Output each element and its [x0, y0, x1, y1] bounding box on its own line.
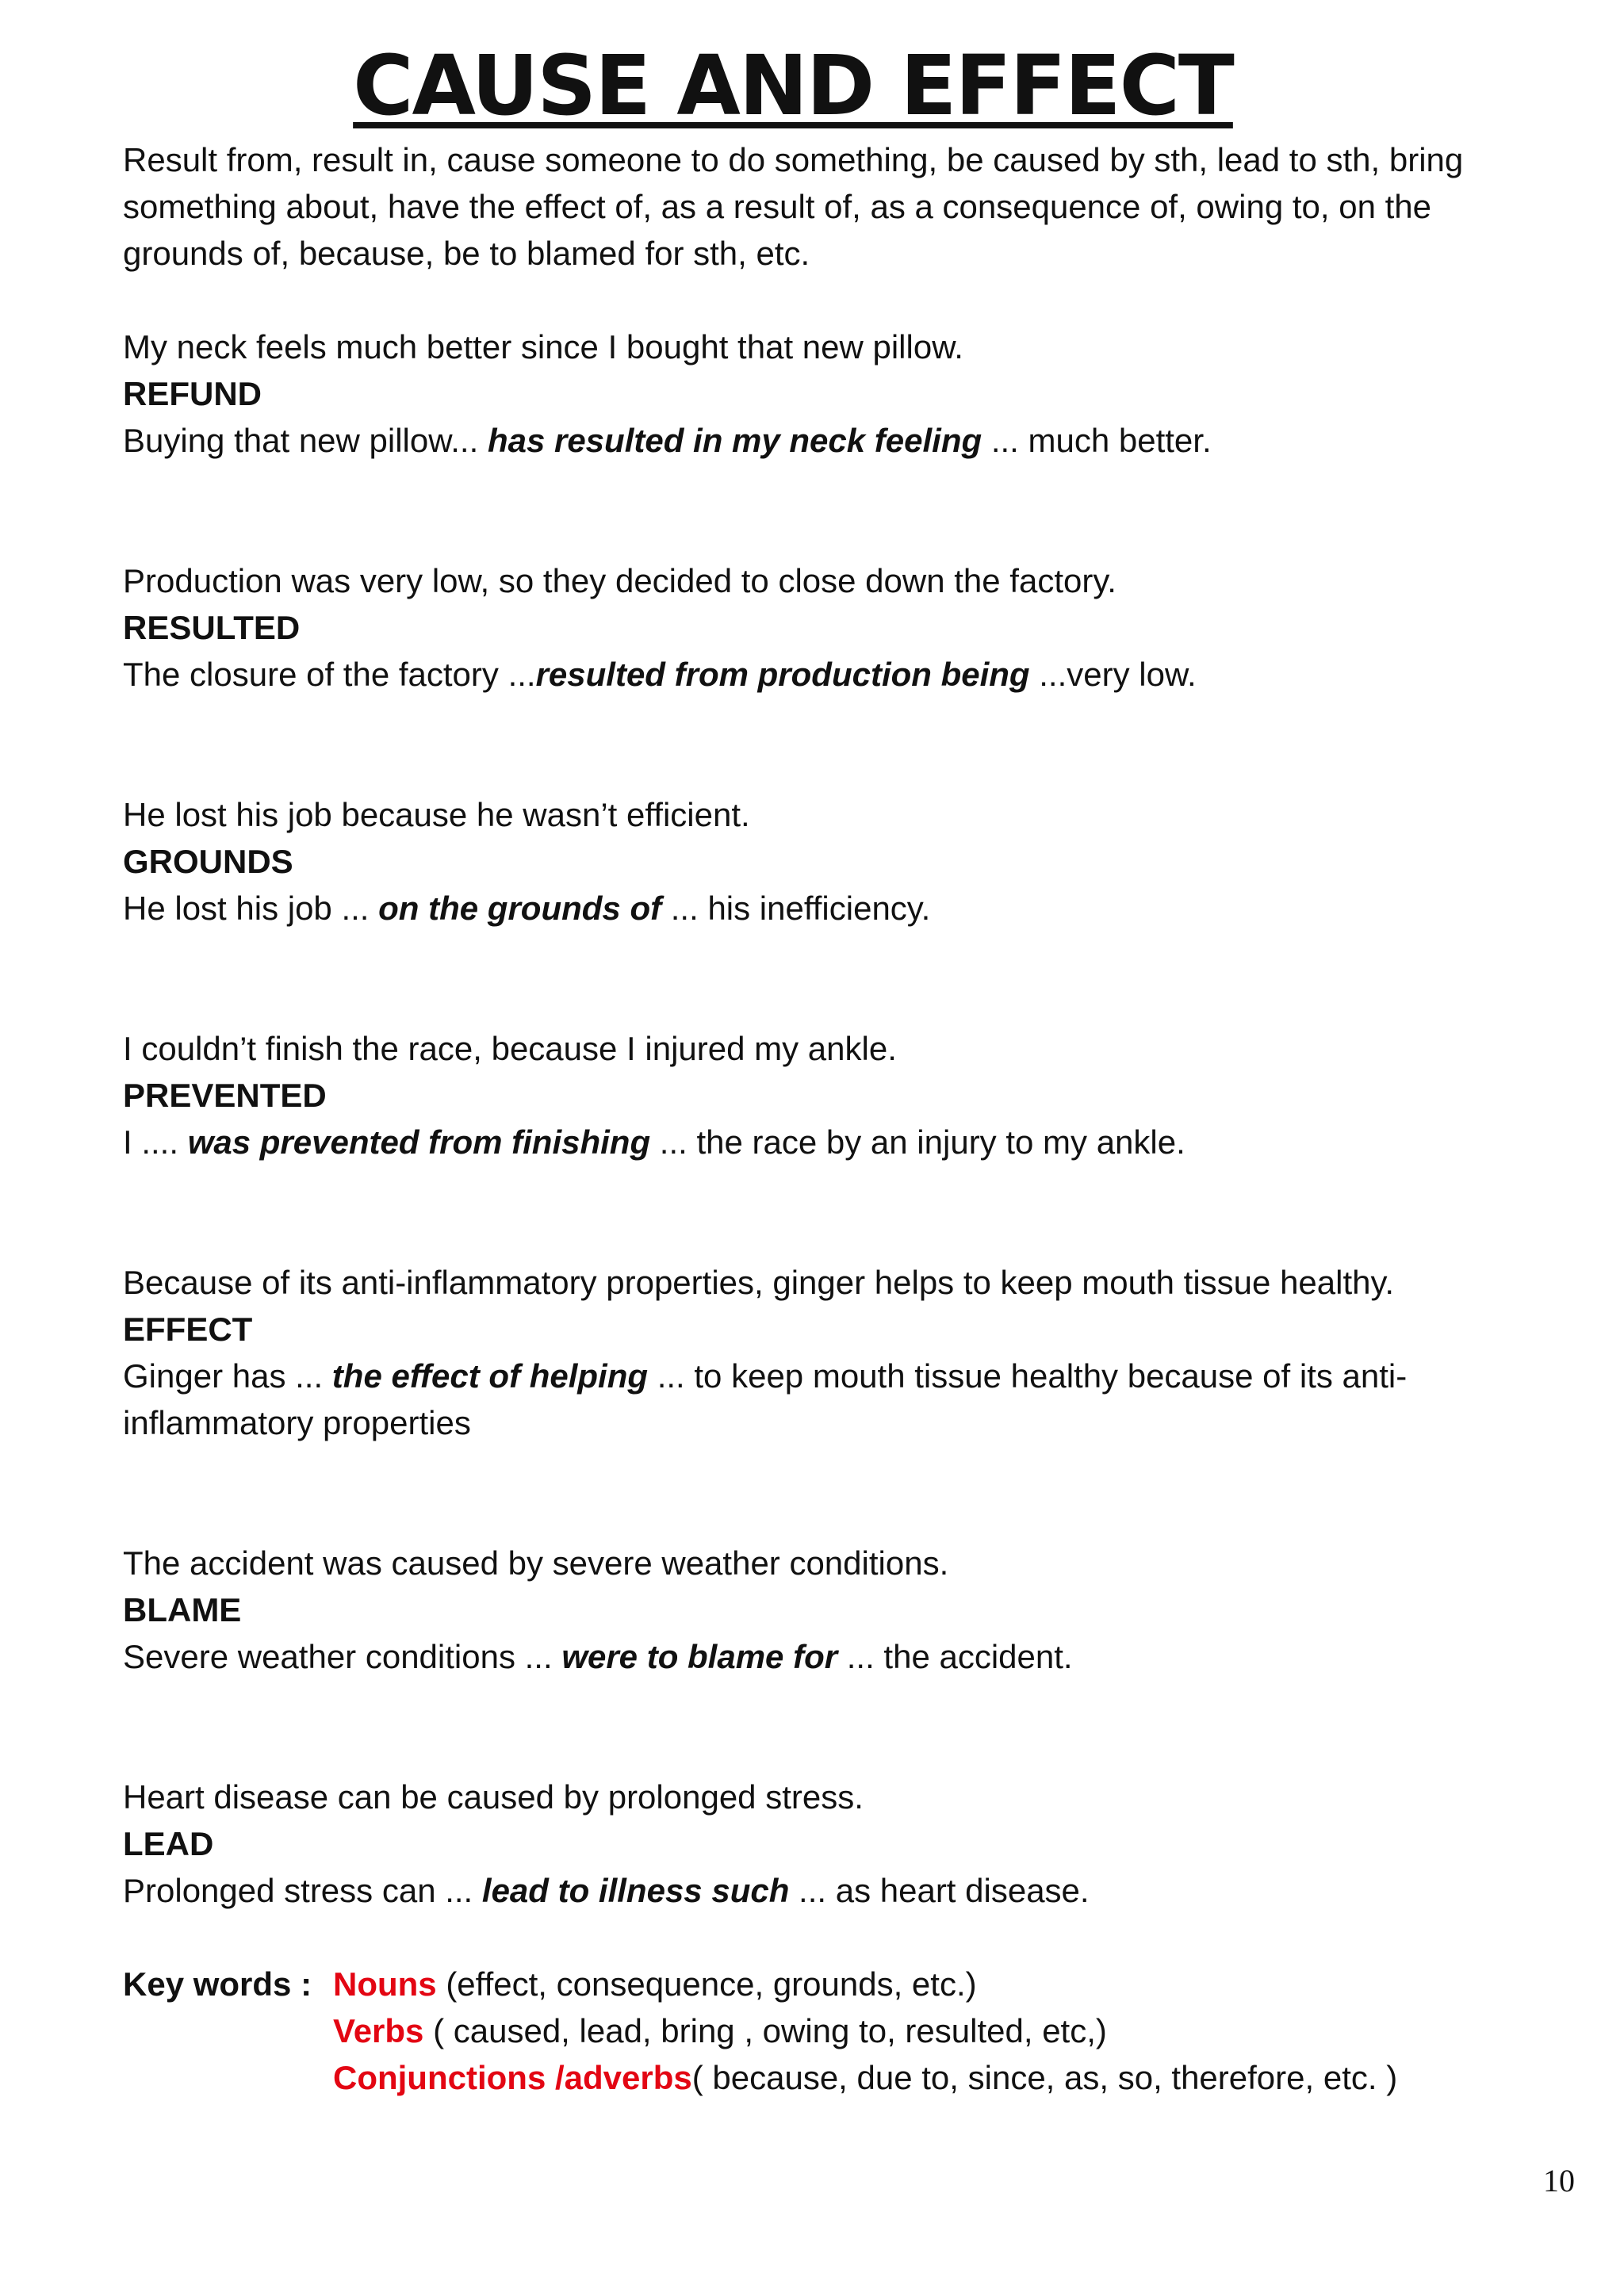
rewritten-sentence — [123, 1119, 1550, 1165]
intro-phrase-list: Result from, result in, cause someone to do something, be caused by sth, lead to sth, bring something about, have the effect of, as a result of, as a consequence of, owing to, on the grounds of, because, be to blamed for sth, etc. — [123, 141, 1464, 272]
answer-phrase: lead to illness such — [481, 1872, 790, 1909]
category-label: Nouns — [333, 1965, 437, 2003]
answer-phrase: the effect of helping — [331, 1357, 649, 1395]
rewritten-sentence — [123, 1867, 1550, 1914]
exercise-4 — [123, 1025, 1550, 1165]
exercise-6 — [123, 1540, 1550, 1680]
document-body — [123, 136, 1550, 2101]
answer-phrase: on the grounds of — [378, 890, 662, 927]
original-sentence: He lost his job because he wasn’t efficient. — [123, 796, 750, 833]
exercise-1 — [123, 323, 1550, 464]
rewrite-suffix: ... the race by an injury to my ankle. — [650, 1123, 1185, 1161]
rewrite-prefix: I .... — [123, 1123, 188, 1161]
category-label: Verbs — [333, 2012, 424, 2049]
key-words-row-nouns — [123, 1961, 1550, 2007]
key-words-label: Key words : — [123, 1965, 312, 2003]
original-sentence: Because of its anti-inflammatory properties, ginger helps to keep mouth tissue healthy. — [123, 1264, 1395, 1301]
category-examples: ( caused, lead, bring , owing to, resulted, etc,) — [423, 2012, 1107, 2049]
key-words-row-verbs — [333, 2007, 1550, 2054]
rewrite-prefix: He lost his job ... — [123, 890, 379, 927]
keyword: RESULTED — [123, 609, 301, 646]
rewrite-prefix: Buying that new pillow... — [123, 422, 488, 459]
rewrite-prefix: Prolonged stress can ... — [123, 1872, 482, 1909]
rewrite-suffix: ... his inefficiency. — [661, 890, 931, 927]
keyword: BLAME — [123, 1591, 242, 1628]
answer-phrase: was prevented from finishing — [187, 1123, 651, 1161]
rewrite-suffix: ... the accident. — [837, 1638, 1073, 1675]
category-label: Conjunctions /adverbs — [333, 2059, 692, 2096]
answer-phrase: has resulted in my neck feeling — [487, 422, 982, 459]
answer-phrase: resulted from production being — [535, 656, 1030, 693]
rewrite-prefix: Ginger has ... — [123, 1357, 332, 1395]
original-sentence: The accident was caused by severe weather conditions. — [123, 1544, 949, 1582]
rewrite-suffix: ... to keep mouth tissue healthy because of its anti-inflammatory properties — [123, 1357, 1408, 1441]
keyword: GROUNDS — [123, 843, 293, 880]
rewrite-prefix: Severe weather conditions ... — [123, 1638, 562, 1675]
keyword: REFUND — [123, 375, 262, 412]
key-words-item — [333, 1961, 977, 2007]
keyword: EFFECT — [123, 1311, 253, 1348]
page-title: CAUSE AND EFFECT — [353, 37, 1233, 134]
rewritten-sentence — [123, 417, 1550, 464]
rewrite-suffix: ... much better. — [982, 422, 1212, 459]
original-sentence: I couldn’t finish the race, because I injured my ankle. — [123, 1030, 897, 1067]
key-words-section — [123, 1961, 1550, 2101]
rewritten-sentence — [123, 885, 1550, 932]
category-examples: ( because, due to, since, as, so, therefore, etc. ) — [691, 2059, 1398, 2096]
exercise-7 — [123, 1774, 1550, 1914]
rewrite-suffix: ...very low. — [1029, 656, 1197, 693]
exercise-2 — [123, 557, 1550, 698]
answer-phrase: were to blame for — [561, 1638, 838, 1675]
rewrite-prefix: The closure of the factory ... — [123, 656, 536, 693]
original-sentence: My neck feels much better since I bought that new pillow. — [123, 328, 963, 365]
keyword: PREVENTED — [123, 1077, 327, 1114]
original-sentence: Heart disease can be caused by prolonged stress. — [123, 1778, 864, 1816]
key-words-row-conjunctions — [333, 2054, 1550, 2101]
rewritten-sentence — [123, 1633, 1550, 1680]
rewritten-sentence — [123, 1353, 1550, 1446]
keyword: LEAD — [123, 1825, 214, 1862]
category-examples: (effect, consequence, grounds, etc.) — [436, 1965, 977, 2003]
exercise-5 — [123, 1259, 1550, 1446]
original-sentence: Production was very low, so they decided to close down the factory. — [123, 562, 1116, 599]
exercise-3 — [123, 791, 1550, 932]
rewrite-suffix: ... as heart disease. — [789, 1872, 1090, 1909]
page-number: 10 — [1543, 2163, 1575, 2198]
rewritten-sentence — [123, 651, 1550, 698]
